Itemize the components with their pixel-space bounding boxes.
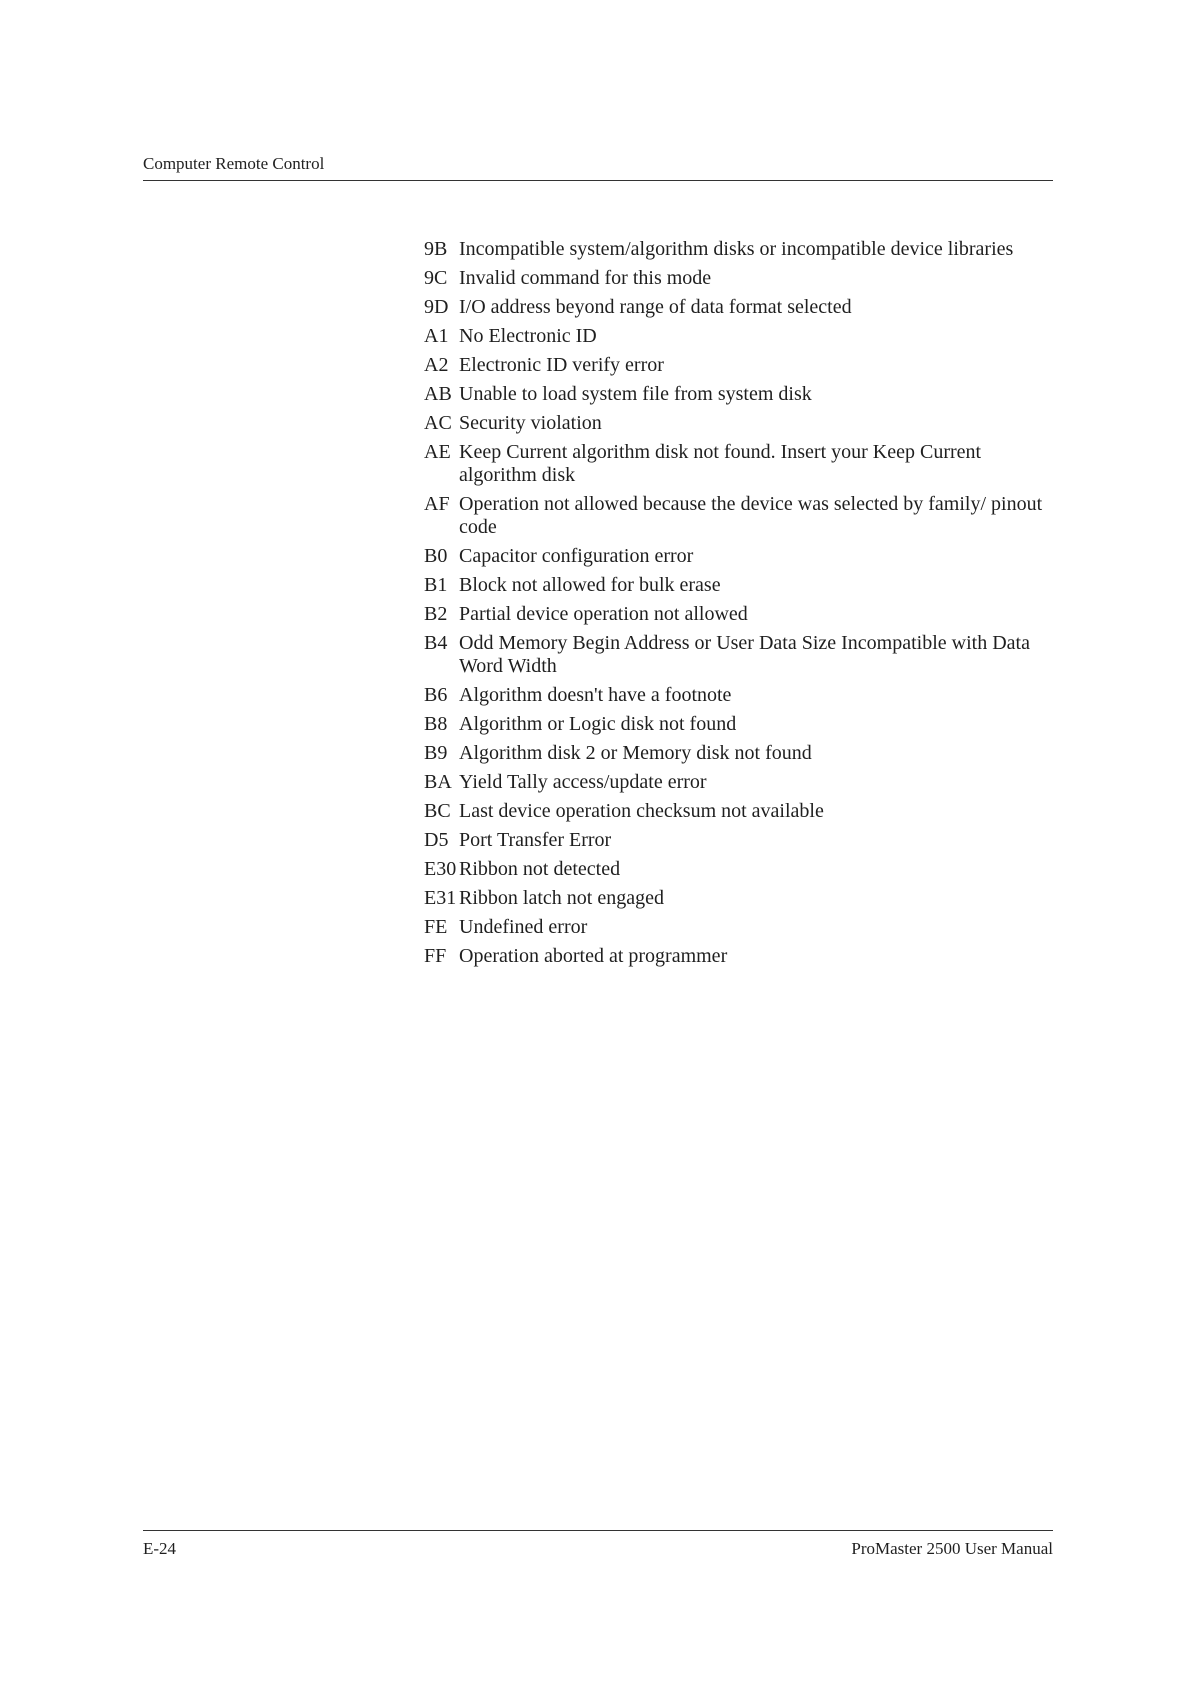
error-code: B0 bbox=[424, 545, 448, 567]
error-description: Last device operation checksum not available bbox=[459, 800, 824, 822]
error-code: E30 bbox=[424, 858, 457, 880]
error-row bbox=[424, 916, 1044, 939]
page-number: E-24 bbox=[143, 1539, 177, 1558]
error-row bbox=[424, 713, 1044, 736]
error-code: A1 bbox=[424, 325, 449, 347]
error-row bbox=[424, 493, 1044, 539]
error-row bbox=[424, 238, 1044, 261]
error-code: B4 bbox=[424, 632, 448, 654]
error-code: FF bbox=[424, 945, 447, 967]
error-row bbox=[424, 858, 1044, 881]
error-code: B9 bbox=[424, 742, 448, 764]
error-description: Block not allowed for bulk erase bbox=[459, 574, 721, 596]
error-code: 9B bbox=[424, 238, 448, 260]
manual-title: ProMaster 2500 User Manual bbox=[851, 1539, 1053, 1558]
page-footer bbox=[143, 1530, 1053, 1561]
error-code: B6 bbox=[424, 684, 448, 706]
error-code: AC bbox=[424, 412, 452, 434]
error-code: E31 bbox=[424, 887, 457, 909]
error-row bbox=[424, 829, 1044, 852]
error-description: I/O address beyond range of data format selected bbox=[459, 296, 852, 318]
error-row bbox=[424, 296, 1044, 319]
error-row bbox=[424, 684, 1044, 707]
error-description: Unable to load system file from system disk bbox=[459, 383, 812, 405]
error-row bbox=[424, 800, 1044, 823]
error-row bbox=[424, 267, 1044, 290]
error-description: Invalid command for this mode bbox=[459, 267, 712, 289]
error-row bbox=[424, 574, 1044, 597]
error-row bbox=[424, 771, 1044, 794]
error-description: Odd Memory Begin Address or User Data Size Incompatible with Data Word Width bbox=[459, 632, 1030, 677]
error-description: Security violation bbox=[459, 412, 602, 434]
error-code: AE bbox=[424, 441, 451, 463]
error-row bbox=[424, 945, 1044, 968]
error-description: Keep Current algorithm disk not found. Insert your Keep Current algorithm disk bbox=[459, 441, 982, 486]
error-code: 9C bbox=[424, 267, 448, 289]
error-description: Algorithm disk 2 or Memory disk not found bbox=[459, 742, 812, 764]
error-description: Yield Tally access/update error bbox=[459, 771, 707, 793]
error-code: AB bbox=[424, 383, 452, 405]
error-row bbox=[424, 354, 1044, 377]
error-row bbox=[424, 545, 1044, 568]
error-code: D5 bbox=[424, 829, 449, 851]
error-code: A2 bbox=[424, 354, 449, 376]
error-description: Operation aborted at programmer bbox=[459, 945, 728, 967]
error-description: Port Transfer Error bbox=[459, 829, 612, 851]
error-description: Operation not allowed because the device was selected by family/ pinout code bbox=[459, 493, 1043, 538]
error-row bbox=[424, 412, 1044, 435]
error-row bbox=[424, 603, 1044, 626]
error-row bbox=[424, 325, 1044, 348]
error-code: AF bbox=[424, 493, 450, 515]
error-code: BC bbox=[424, 800, 451, 822]
error-description: Electronic ID verify error bbox=[459, 354, 664, 376]
error-description: No Electronic ID bbox=[459, 325, 597, 347]
error-code-list bbox=[424, 238, 1044, 974]
error-code: FE bbox=[424, 916, 448, 938]
error-code: B1 bbox=[424, 574, 448, 596]
error-row bbox=[424, 632, 1044, 678]
header-title: Computer Remote Control bbox=[143, 154, 325, 173]
error-description: Undefined error bbox=[459, 916, 588, 938]
error-description: Partial device operation not allowed bbox=[459, 603, 748, 625]
error-code: BA bbox=[424, 771, 452, 793]
error-row bbox=[424, 441, 1044, 487]
error-row bbox=[424, 742, 1044, 765]
error-row bbox=[424, 383, 1044, 406]
page-header bbox=[143, 152, 1053, 181]
error-description: Ribbon latch not engaged bbox=[459, 887, 664, 909]
error-description: Algorithm or Logic disk not found bbox=[459, 713, 737, 735]
error-description: Capacitor configuration error bbox=[459, 545, 694, 567]
error-description: Ribbon not detected bbox=[459, 858, 621, 880]
error-code: B2 bbox=[424, 603, 448, 625]
error-row bbox=[424, 887, 1044, 910]
error-code: B8 bbox=[424, 713, 448, 735]
error-code: 9D bbox=[424, 296, 449, 318]
error-description: Incompatible system/algorithm disks or incompatible device libraries bbox=[459, 238, 1014, 260]
error-description: Algorithm doesn't have a footnote bbox=[459, 684, 732, 706]
